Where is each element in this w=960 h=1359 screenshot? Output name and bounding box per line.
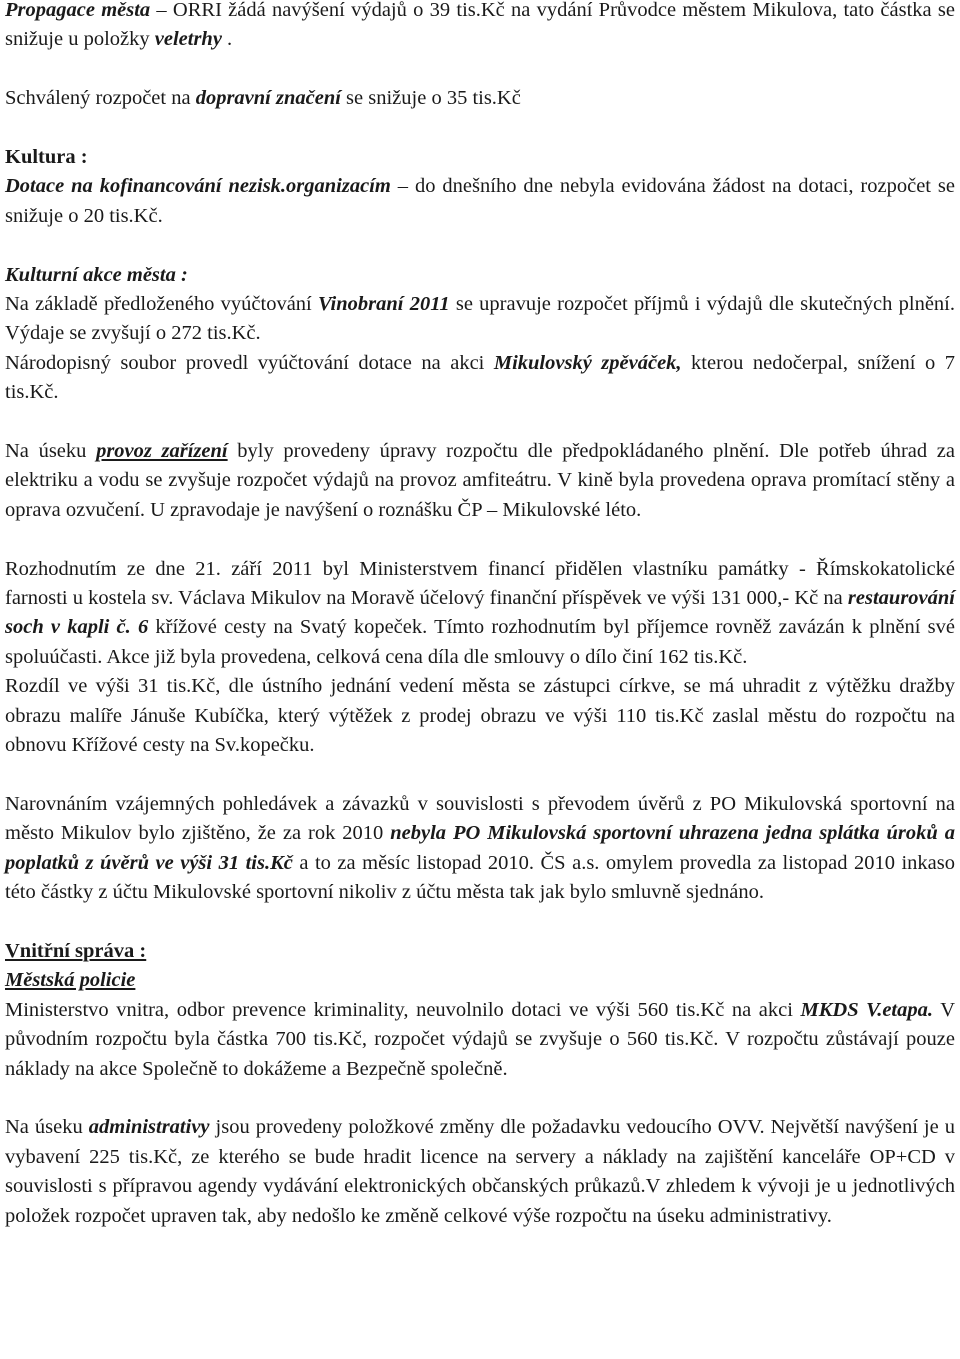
emphasis-vinobrani: Vinobraní 2011 [318, 293, 450, 316]
text: a to za měsíc listopad 2010. ČS a.s. omylem provedla za listopad 2010 inkaso této částky z účtu Mikulovské sportovní nikoliv z účtu města tak jak bylo smluvně sjednáno. [5, 851, 955, 904]
emphasis-provoz-zarizeni: provoz zařízení [96, 440, 228, 463]
text: – ORRI žádá navýšení výdajů o 39 tis.Kč na vydání Průvodce městem Mikulova, tato částka se snižuje u položky [5, 0, 955, 51]
text: Na základě předloženého vyúčtování [5, 293, 318, 316]
heading-kulturni-akce [5, 261, 955, 290]
emphasis-nebyla-uhrazena: nebyla PO Mikulovská sportovní uhrazena jedna splátka úroků a poplatků z úvěrů ve výši 31 tis.Kč [5, 822, 955, 874]
text: Rozdíl ve výši 31 tis.Kč, dle ústního jednání vedení města se zástupci církve, se má uhradit z výtěžku dražby obrazu malíře Jánuše Kubíčka, který výtěžek z prodej obrazu ve výši 110 tis.Kč zaslal městu do rozpočtu na obnovu Křížové cesty na Sv.kopečku. [5, 675, 955, 757]
text: Národopisný soubor provedl vyúčtování dotace na akci [5, 351, 494, 374]
heading-mestska-policie [5, 966, 955, 995]
text: Na úseku [5, 1116, 89, 1139]
text: se upravuje rozpočet příjmů i výdajů dle skutečných plnění. Výdaje se zvyšují o 272 tis.Kč. [5, 293, 955, 345]
paragraph-administrativa [5, 1113, 955, 1231]
emphasis-veletrhy: veletrhy [154, 28, 222, 51]
paragraph-vinobrani [5, 290, 955, 349]
text: V původním rozpočtu byla částka 700 tis.Kč, rozpočet výdajů se zvyšuje o 560 tis.Kč. V rozpočtu zůstávají pouze náklady na akce Společně to dokážeme a Bezpečně společně. [5, 998, 955, 1080]
paragraph-provoz-zarizeni [5, 437, 955, 525]
paragraph-dopravni-znaceni [5, 84, 955, 113]
emphasis-mkds: MKDS V.etapa. [800, 998, 933, 1021]
text: Ministerstvo vnitra, odbor prevence kriminality, neuvolnilo dotaci ve výši 560 tis.Kč na akci [5, 998, 801, 1021]
text: . [221, 28, 233, 51]
document-page [5, 0, 955, 1231]
text: Schválený rozpočet na [5, 87, 196, 110]
emphasis-dotace: Dotace na kofinancování nezisk.organizacím [5, 175, 391, 198]
heading-kultura [5, 143, 955, 172]
text: byly provedeny úpravy rozpočtu dle předpokládaného plnění. Dle potřeb úhrad za elektriku a vodu se zvyšuje rozpočet výdajů na provoz amfiteátru. V kině byla provedena oprava promítací stěny a oprava ozvučení. U zpravodaje je navýšení o roznášku ČP – Mikulovské léto. [5, 440, 955, 521]
paragraph-pohledavky [5, 790, 955, 908]
text: jsou provedeny položkové změny dle požadavku vedoucího OVV. Největší navýšení je u vybavení 225 tis.Kč, ze kterého se bude hradit licence na servery a náklady na zajištění kanceláře OP+CD v souvislosti s přípravou agendy vydávání elektronických občanských průkazů.V zhledem k vývoji je u jednotlivých položek rozpočet upraven tak, aby nedošlo ke změně celkové výše rozpočtu na úseku administrativy. [5, 1116, 955, 1227]
text: se snižuje o 35 tis.Kč [340, 87, 521, 110]
text: křížové cesty na Svatý kopeček. Tímto rozhodnutím byl příjemce rovněž zavázán k plnění své spoluúčasti. Akce již byla provedena, celková cena díla dle smlouvy o dílo činí 162 tis.Kč. [5, 616, 955, 668]
text: Na úseku [5, 440, 97, 463]
emphasis-dopravni-znaceni: dopravní značení [195, 87, 341, 110]
paragraph-narodopisny-soubor [5, 349, 955, 408]
emphasis-administrativy: administrativy [88, 1116, 210, 1139]
paragraph-dotace [5, 172, 955, 231]
section-title-mestska-policie: Městská policie [5, 969, 136, 992]
text: Rozhodnutím ze dne 21. září 2011 byl Ministerstvem financí přidělen vlastníku památky - Římskokatolické farnosti u kostela sv. Václava Mikulov na Moravě účelový finanční příspěvek ve výši 131 000,- Kč na [5, 557, 955, 610]
section-title-kulturni-akce: Kulturní akce města : [5, 263, 188, 286]
paragraph-ministerstvo-vnitra [5, 996, 955, 1084]
emphasis-restaurovani: restaurování soch v kapli č. 6 [5, 587, 955, 639]
text: Narovnáním vzájemných pohledávek a závazků v souvislosti s převodem úvěrů z PO Mikulovská sportovní na město Mikulov bylo zjištěno, že za rok 2010 [5, 792, 955, 845]
paragraph-rozdil [5, 672, 955, 760]
emphasis-mikulovsky-zpevacek: Mikulovský zpěváček, [493, 351, 682, 374]
paragraph-propagace [5, 0, 955, 55]
text: kterou nedočerpal, snížení o 7 tis.Kč. [5, 351, 955, 404]
paragraph-rozhodnuti [5, 555, 955, 673]
heading-propagace: Propagace města [5, 0, 151, 21]
section-title-kultura: Kultura : [5, 146, 88, 168]
section-title-vnitrni-sprava: Vnitřní správa : [5, 939, 147, 962]
text: – do dnešního dne nebyla evidována žádost na dotaci, rozpočet se snižuje o 20 tis.Kč. [5, 175, 955, 227]
heading-vnitrni-sprava [5, 937, 955, 966]
